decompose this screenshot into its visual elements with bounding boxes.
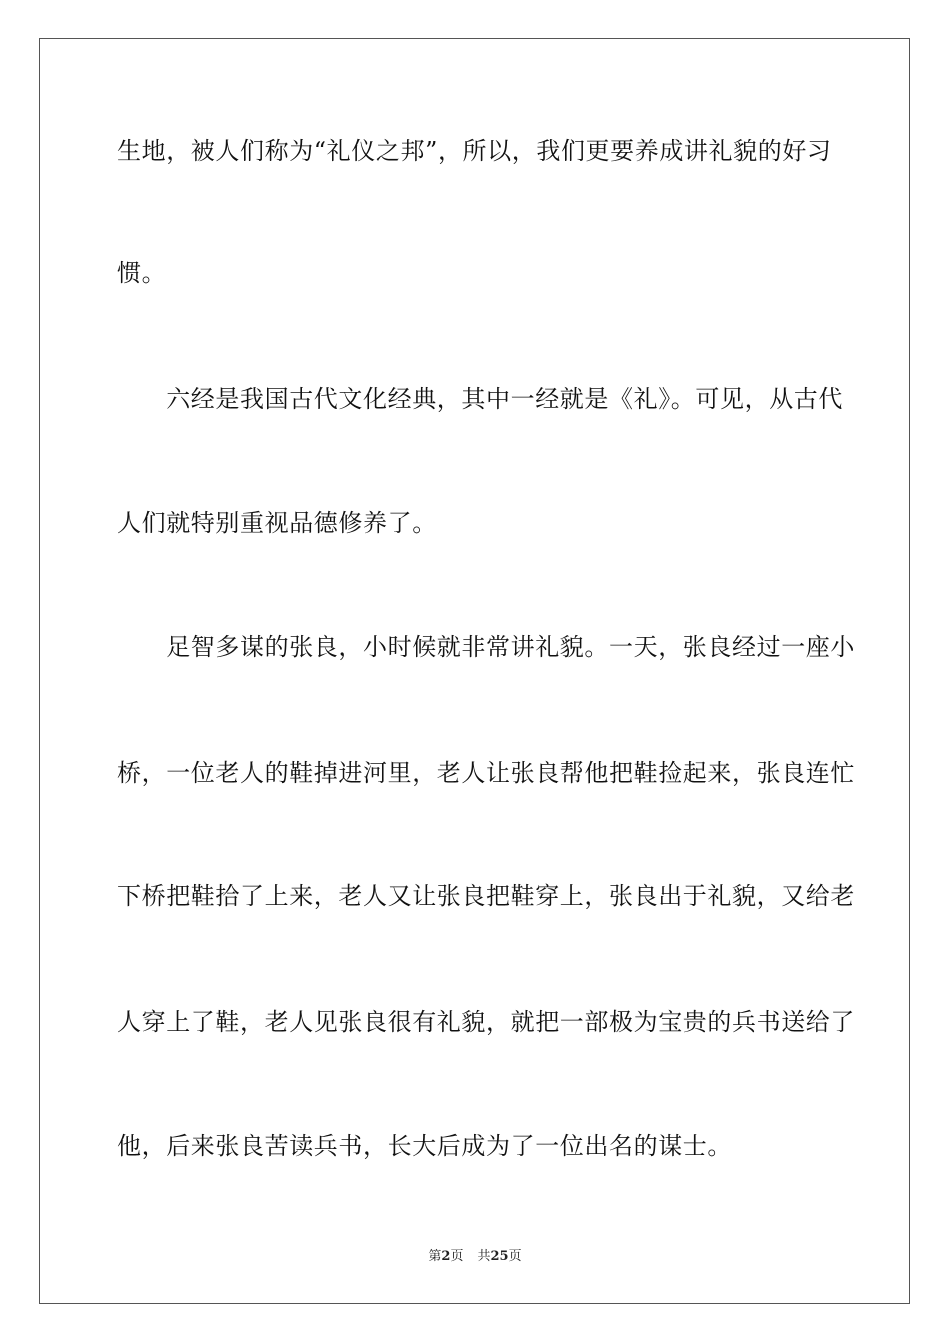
text-line: 惯。 xyxy=(117,259,167,287)
total-pages: 25 xyxy=(490,1249,509,1264)
text-line: 生地，被人们称为“礼仪之邦”，所以，我们更要养成讲礼貌的好习 xyxy=(117,137,832,165)
text-line: 下桥把鞋拾了上来，老人又让张良把鞋穿上，张良出于礼貌，又给老 xyxy=(117,882,855,910)
page-border xyxy=(39,38,910,1304)
text-line: 他，后来张良苦读兵书，长大后成为了一位出名的谋士。 xyxy=(117,1132,732,1160)
text-line: 人穿上了鞋，老人见张良很有礼貌，就把一部极为宝贵的兵书送给了 xyxy=(117,1008,855,1036)
page-suffix: 页 xyxy=(450,1249,464,1264)
page-number: 2 xyxy=(441,1249,451,1264)
total-prefix: 共 xyxy=(477,1249,491,1264)
text-line: 人们就特别重视品德修养了。 xyxy=(117,509,437,537)
text-line: 足智多谋的张良，小时候就非常讲礼貌。一天，张良经过一座小 xyxy=(117,633,855,661)
page-footer xyxy=(0,1248,950,1266)
page-prefix: 第 xyxy=(428,1249,442,1264)
text-line: 桥，一位老人的鞋掉进河里，老人让张良帮他把鞋捡起来，张良连忙 xyxy=(117,759,855,787)
total-suffix: 页 xyxy=(508,1249,522,1264)
text-line: 六经是我国古代文化经典，其中一经就是《礼》。可见，从古代 xyxy=(117,385,843,413)
